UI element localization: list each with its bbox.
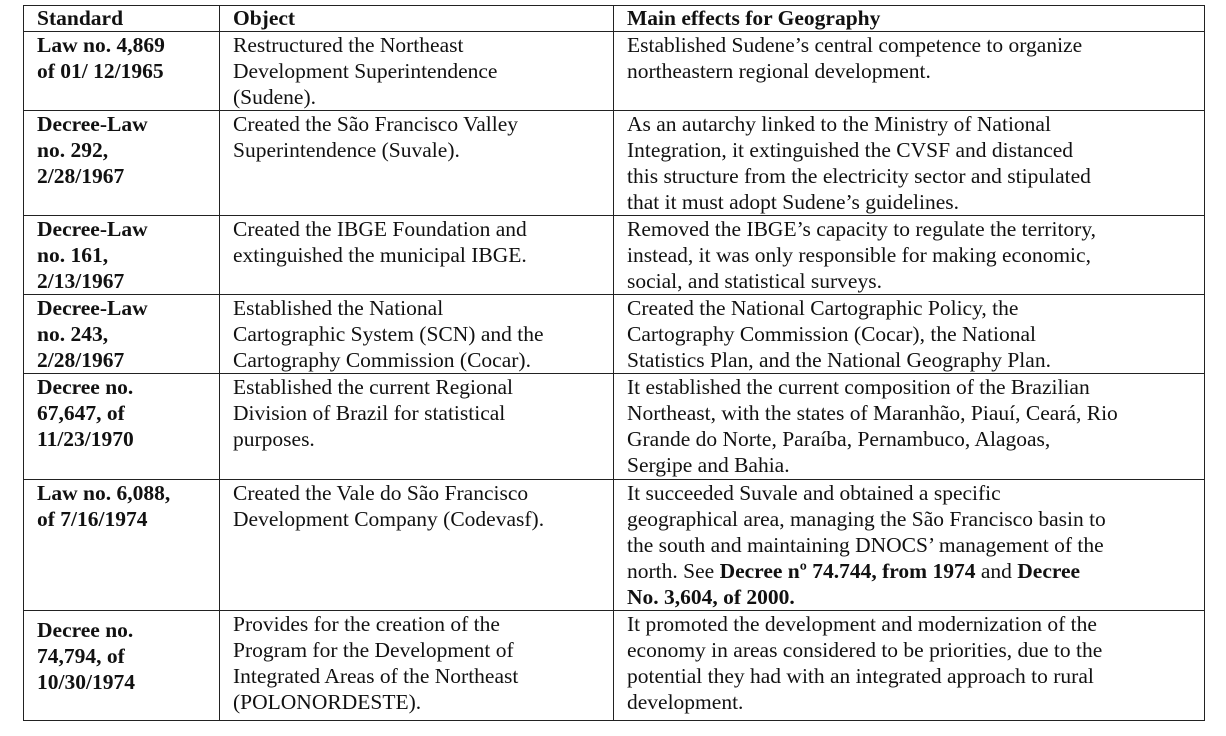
effects-cell: Established Sudene’s central competence to organize northeastern regional development. [614,32,1205,111]
object-cell: Created the IBGE Foundation and extinguished the municipal IBGE. [220,216,614,295]
standard-cell: Law no. 6,088, of 7/16/1974 [24,480,220,611]
table-row [24,480,1205,611]
effects-cell: As an autarchy linked to the Ministry of National Integration, it extinguished the CVSF and distanced this structure from the electricity sector and stipulated that it must adopt Sudene’s guidelines. [614,111,1205,216]
standard-cell: Decree no. 74,794, of 10/30/1974 [24,611,220,721]
object-cell: Provides for the creation of the Program for the Development of Integrated Areas of the Northeast (POLONORDESTE). [220,611,614,721]
effects-cell: Created the National Cartographic Policy, the Cartography Commission (Cocar), the National Statistics Plan, and the National Geography Plan. [614,295,1205,374]
object-cell: Created the São Francisco Valley Superintendence (Suvale). [220,111,614,216]
object-cell: Established the National Cartographic System (SCN) and the Cartography Commission (Cocar). [220,295,614,374]
standard-cell: Law no. 4,869 of 01/ 12/1965 [24,32,220,111]
table-row [24,111,1205,216]
table-row [24,216,1205,295]
object-cell: Restructured the Northeast Development Superintendence (Sudene). [220,32,614,111]
legislation-table [23,5,1205,721]
table-row [24,295,1205,374]
effects-text-and: and [975,559,1018,583]
header-effects: Main effects for Geography [614,6,1205,32]
decree-reference-2000: Decree No. 3,604, of 2000. [627,559,1081,609]
table-header-row [24,6,1205,32]
standard-cell: Decree-Law no. 161, 2/13/1967 [24,216,220,295]
decree-reference-1974: Decree nº 74.744, from 1974 [719,559,976,583]
table-row [24,32,1205,111]
table-row [24,611,1205,721]
table-row [24,374,1205,480]
object-cell: Established the current Regional Division of Brazil for statistical purposes. [220,374,614,480]
standard-cell: Decree-Law no. 243, 2/28/1967 [24,295,220,374]
header-standard: Standard [24,6,220,32]
effects-cell: It established the current composition of the Brazilian Northeast, with the states of Maranhão, Piauí, Ceará, Rio Grande do Norte, Paraíba, Pernambuco, Alagoas, Sergipe and Bahia. [614,374,1205,480]
effects-cell: Removed the IBGE’s capacity to regulate the territory, instead, it was only responsible for making economic, social, and statistical surveys. [614,216,1205,295]
object-cell: Created the Vale do São Francisco Development Company (Codevasf). [220,480,614,611]
effects-cell [614,480,1205,611]
effects-cell: It promoted the development and modernization of the economy in areas considered to be priorities, due to the potential they had with an integrated approach to rural development. [614,611,1205,721]
standard-cell: Decree no. 67,647, of 11/23/1970 [24,374,220,480]
effects-text-lead: It succeeded Suvale and obtained a specific geographical area, managing the São Francisco basin to the south and maintaining DNOCS’ management of the north. See [627,481,1106,583]
header-object: Object [220,6,614,32]
standard-cell: Decree-Law no. 292, 2/28/1967 [24,111,220,216]
